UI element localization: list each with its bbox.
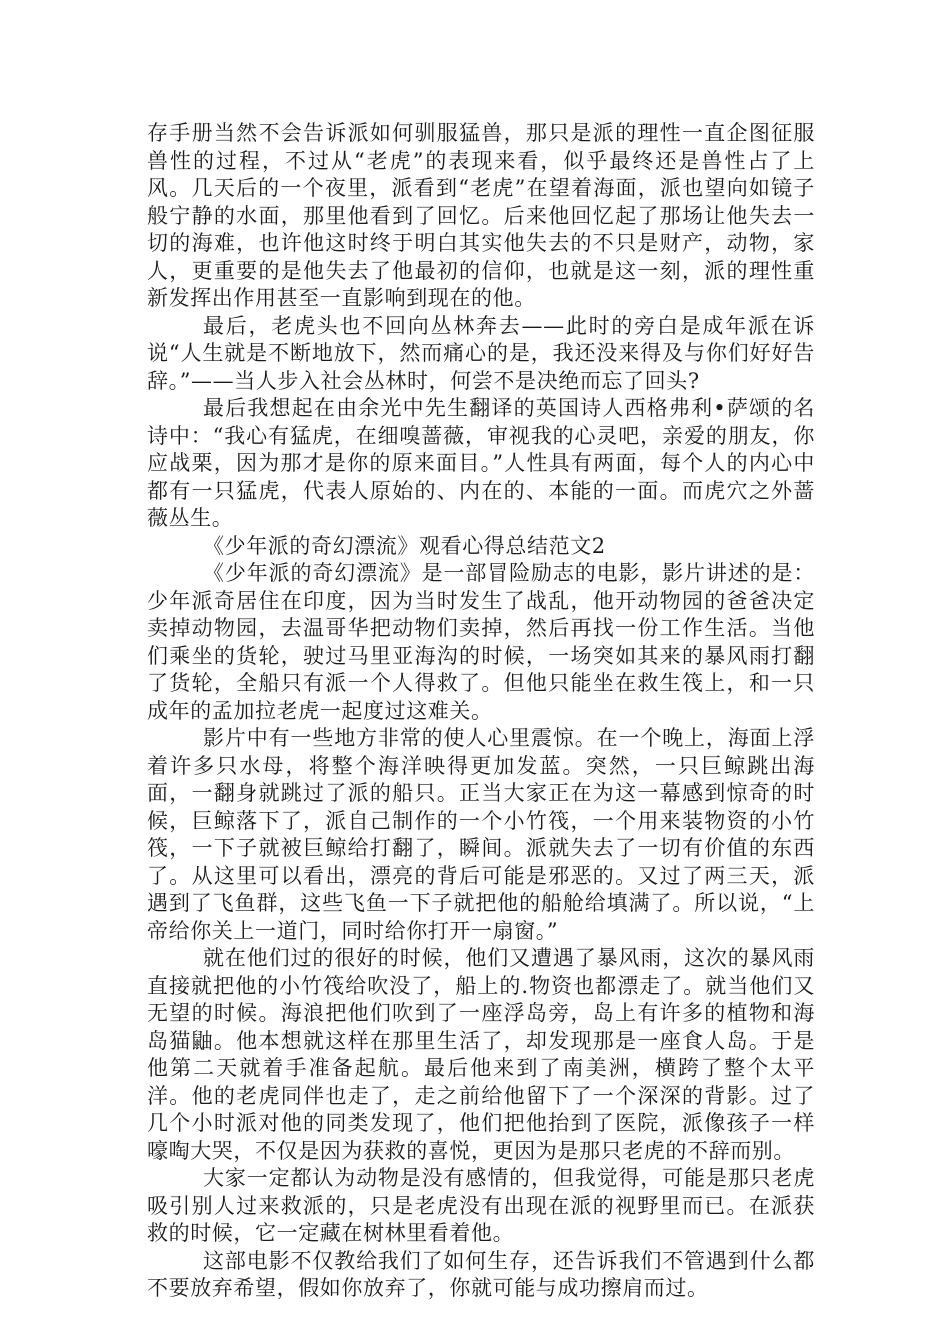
paragraph-6: 影片中有一些地方非常的使人心里震惊。在一个晚上，海面上浮着许多只水母，将整个海洋映得更加发蓝。突然，一只巨鲸跳出海面，一翻身就跳过了派的船只。正当大家正在为这一幕感到惊奇的时候，巨鲸落下了，派自己制作的一个小竹筏，一个用来装物资的小竹筏，一下子就被巨鲸给打翻了，瞬间。派就失去了一切有价值的东西了。从这里可以看出，漂亮的背后可能是邪恶的。又过了两三天，派遇到了飞鱼群，这些飞鱼一下子就把他的船舱给填满了。所以说，“上帝给你关上一道门，同时给你打开一扇窗。”: [147, 726, 815, 943]
paragraph-7: 就在他们过的很好的时候，他们又遭遇了暴风雨，这次的暴风雨直接就把他的小竹筏给吹没了，船上的.物资也都漂走了。就当他们又无望的时候。海浪把他们吹到了一座浮岛旁，岛上有许多的植物和海岛猫鼬。他本想就这样在那里生活了，却发现那是一座食人岛。于是他第二天就着手准备起航。最后他来到了南美洲，横跨了整个太平洋。他的老虎同伴也走了，走之前给他留下了一个深深的背影。过了几个小时派对他的同类发现了，他们把他抬到了医院，派像孩子一样嚎啕大哭，不仅是因为获救的喜悦，更因为是那只老虎的不辞而别。: [147, 946, 815, 1163]
paragraph-3: 最后我想起在由余光中先生翻译的英国诗人西格弗利•萨颂的名诗中：“我心有猛虎，在细嗅蔷薇，审视我的心灵吧，亲爱的朋友，你应战栗，因为那才是你的原来面目。”人性具有两面，每个人的内心中都有一只猛虎，代表人原始的、内在的、本能的一面。而虎穴之外蔷薇丛生。: [147, 396, 815, 530]
paragraph-1: 存手册当然不会告诉派如何驯服猛兽，那只是派的理性一直企图征服兽性的过程，不过从“老虎”的表现来看，似乎最终还是兽性占了上风。几天后的一个夜里，派看到“老虎”在望着海面，派也望向如镜子般宁静的水面，那里他看到了回忆。后来他回忆起了那场让他失去一切的海难，也许他这时终于明白其实他失去的不只是财产，动物，家人，更重要的是他失去了他最初的信仰，也就是这一刻，派的理性重新发挥出作用甚至一直影响到现在的他。: [147, 121, 815, 310]
paragraph-5: 《少年派的奇幻漂流》是一部冒险励志的电影，影片讲述的是：少年派奇居住在印度，因为当时发生了战乱，他开动物园的爸爸决定卖掉动物园，去温哥华把动物们卖掉，然后再找一份工作生活。当他们乘坐的货轮，驶过马里亚海沟的时候，一场突如其来的暴风雨打翻了货轮，全船只有派一个人得救了。但他只能坐在救生筏上，和一只成年的孟加拉老虎一起度过这难关。: [147, 561, 815, 723]
section-title: 《少年派的奇幻漂流》观看心得总结范文2: [203, 533, 606, 558]
document-page: [147, 120, 815, 1303]
paragraph-9: 这部电影不仅教给我们了如何生存，还告诉我们不管遇到什么都不要放弃希望，假如你放弃了，你就可能与成功擦肩而过。: [147, 1248, 815, 1300]
paragraph-8: 大家一定都认为动物是没有感情的，但我觉得，可能是那只老虎吸引别人过来救派的，只是老虎没有出现在派的视野里而已。在派获救的时候，它一定藏在树林里看着他。: [147, 1166, 815, 1245]
paragraph-2: 最后，老虎头也不回向丛林奔去——此时的旁白是成年派在诉说“人生就是不断地放下，然而痛心的是，我还没来得及与你们好好告辞。”——当人步入社会丛林时，何尝不是决绝而忘了回头?: [147, 313, 815, 393]
